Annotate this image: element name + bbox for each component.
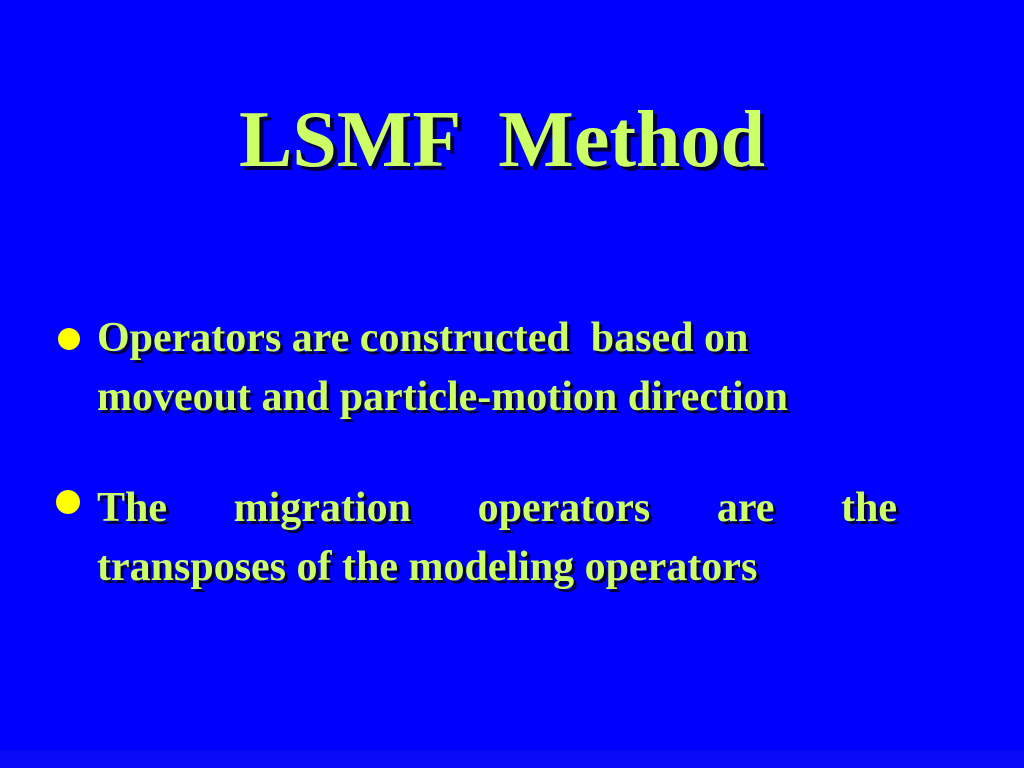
bullet-dot-2	[56, 490, 80, 514]
bottom-strip	[0, 750, 1024, 768]
bullet-2-line-1: The migration operators are the	[97, 485, 897, 531]
bullet-text-2	[97, 479, 897, 597]
bullet-text-1	[97, 309, 911, 427]
bullet-1-line-2: moveout and particle-motion direction	[97, 374, 788, 420]
bullet-dot-1	[58, 328, 80, 350]
bullet-2-line-2: transposes of the modeling operators	[97, 544, 758, 590]
slide-title: LSMF Method	[239, 96, 765, 184]
bullet-1-line-1: Operators are constructed based on	[97, 315, 749, 361]
